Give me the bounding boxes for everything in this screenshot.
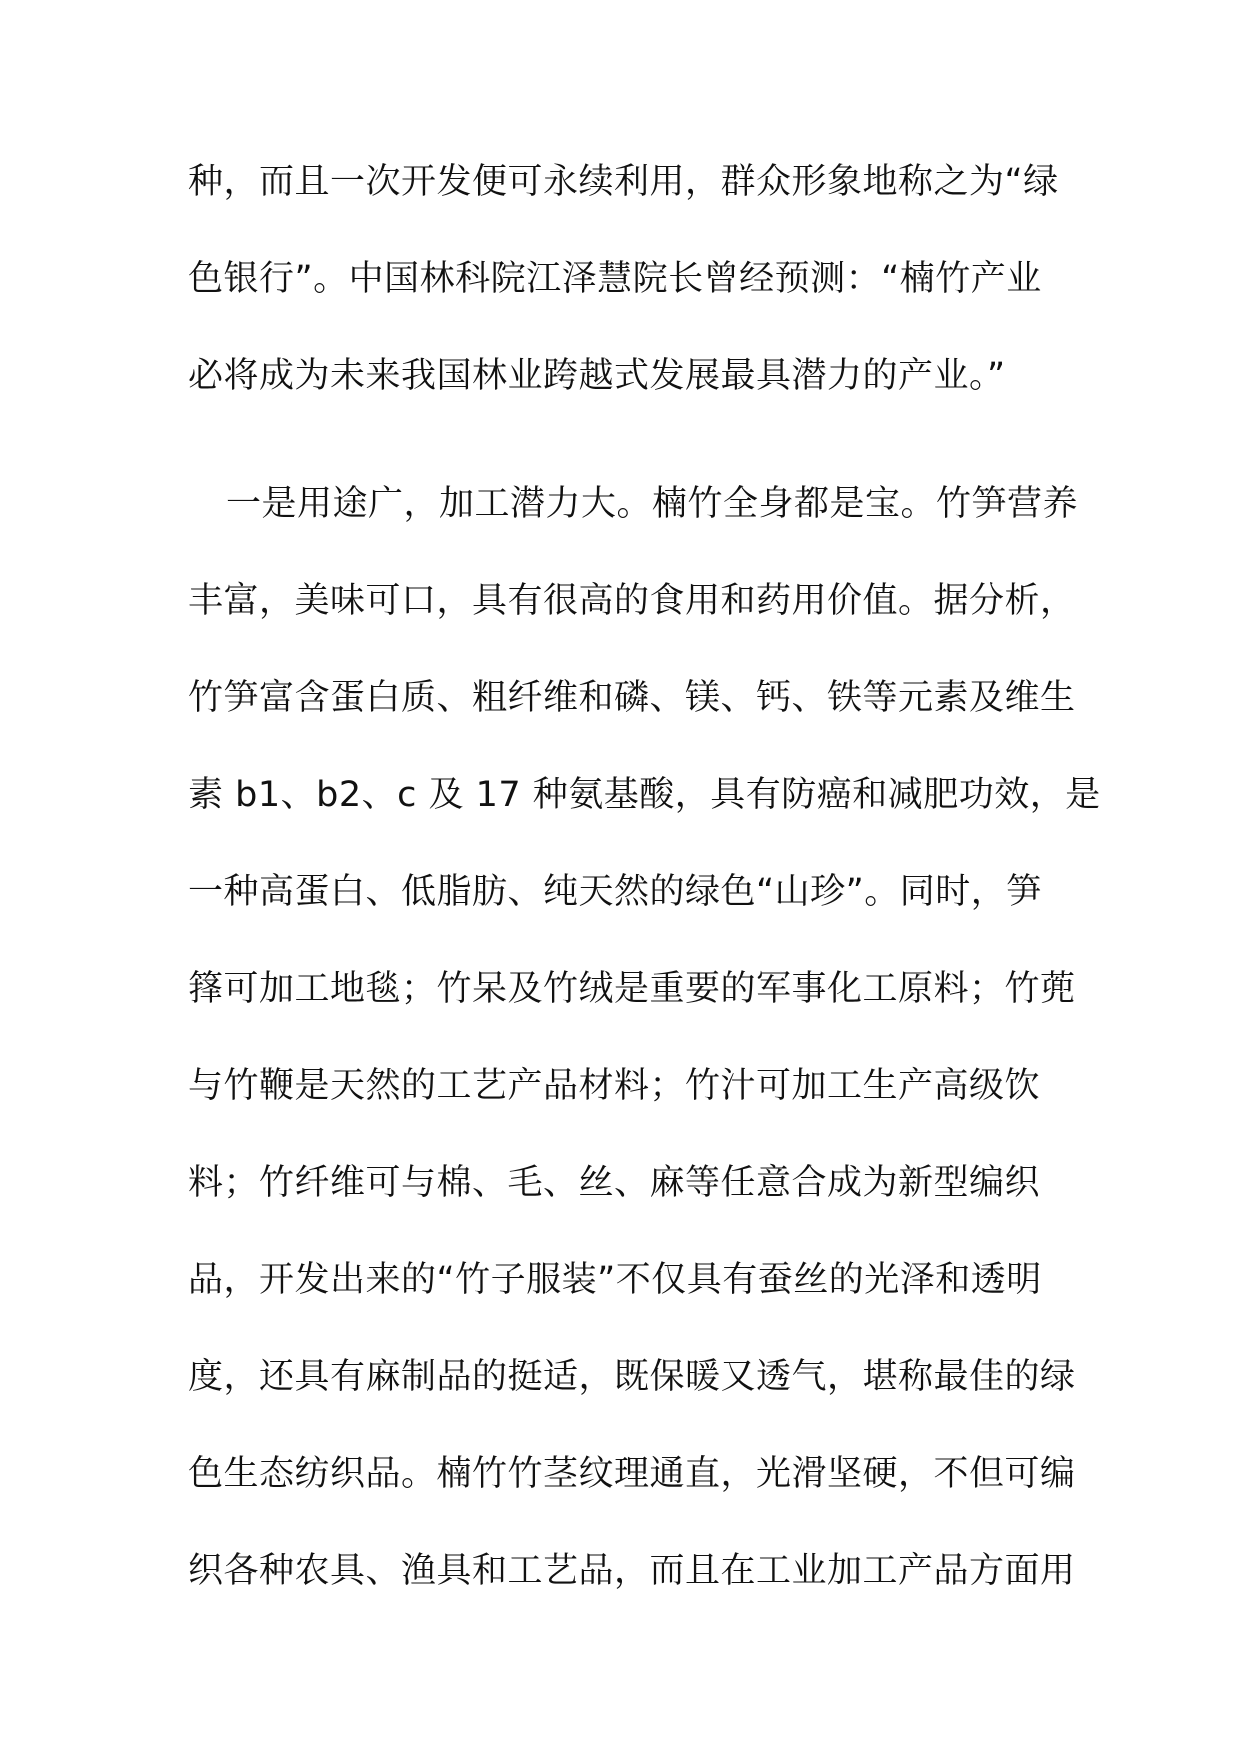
text-line: 素 b1、b2、c 及 17 种氨基酸，具有防癌和减肥功效，是 — [188, 775, 1101, 815]
text-line: 种，而且一次开发便可永续利用，群众形象地称之为“绿 — [188, 162, 1059, 202]
text-line: 丰富，美味可口，具有很高的食用和药用价值。据分析， — [188, 581, 1076, 621]
paragraph-2 — [188, 456, 1101, 1620]
text-line: 必将成为未来我国林业跨越式发展最具潜力的产业。” — [188, 356, 1006, 396]
text-line: 色银行”。中国林科院江泽慧院长曾经预测：“楠竹产业 — [188, 259, 1042, 299]
text-line-first-indented: 一是用途广，加工潜力大。楠竹全身都是宝。竹笋营养 — [226, 484, 1079, 524]
text-line: 度，还具有麻制品的挺适，既保暖又透气，堪称最佳的绿 — [188, 1357, 1076, 1397]
text-line: 品，开发出来的“竹子服装”不仅具有蚕丝的光泽和透明 — [188, 1260, 1042, 1300]
text-line: 料；竹纤维可与棉、毛、丝、麻等任意合成为新型编织 — [188, 1163, 1041, 1203]
text-line: 色生态纺织品。楠竹竹茎纹理通直，光滑坚硬，不但可编 — [188, 1454, 1076, 1494]
text-line: 织各种农具、渔具和工艺品，而且在工业加工产品方面用 — [188, 1551, 1076, 1591]
text-line: 一种高蛋白、低脂肪、纯天然的绿色“山珍”。同时，笋 — [188, 872, 1042, 912]
text-line: 竹笋富含蛋白质、粗纤维和磷、镁、钙、铁等元素及维生 — [188, 678, 1076, 718]
text-line: 与竹鞭是天然的工艺产品材料；竹汁可加工生产高级饮 — [188, 1066, 1041, 1106]
paragraph-1 — [188, 134, 1059, 425]
text-line: 箨可加工地毯；竹呆及竹绒是重要的军事化工原料；竹蔸 — [188, 969, 1076, 1009]
